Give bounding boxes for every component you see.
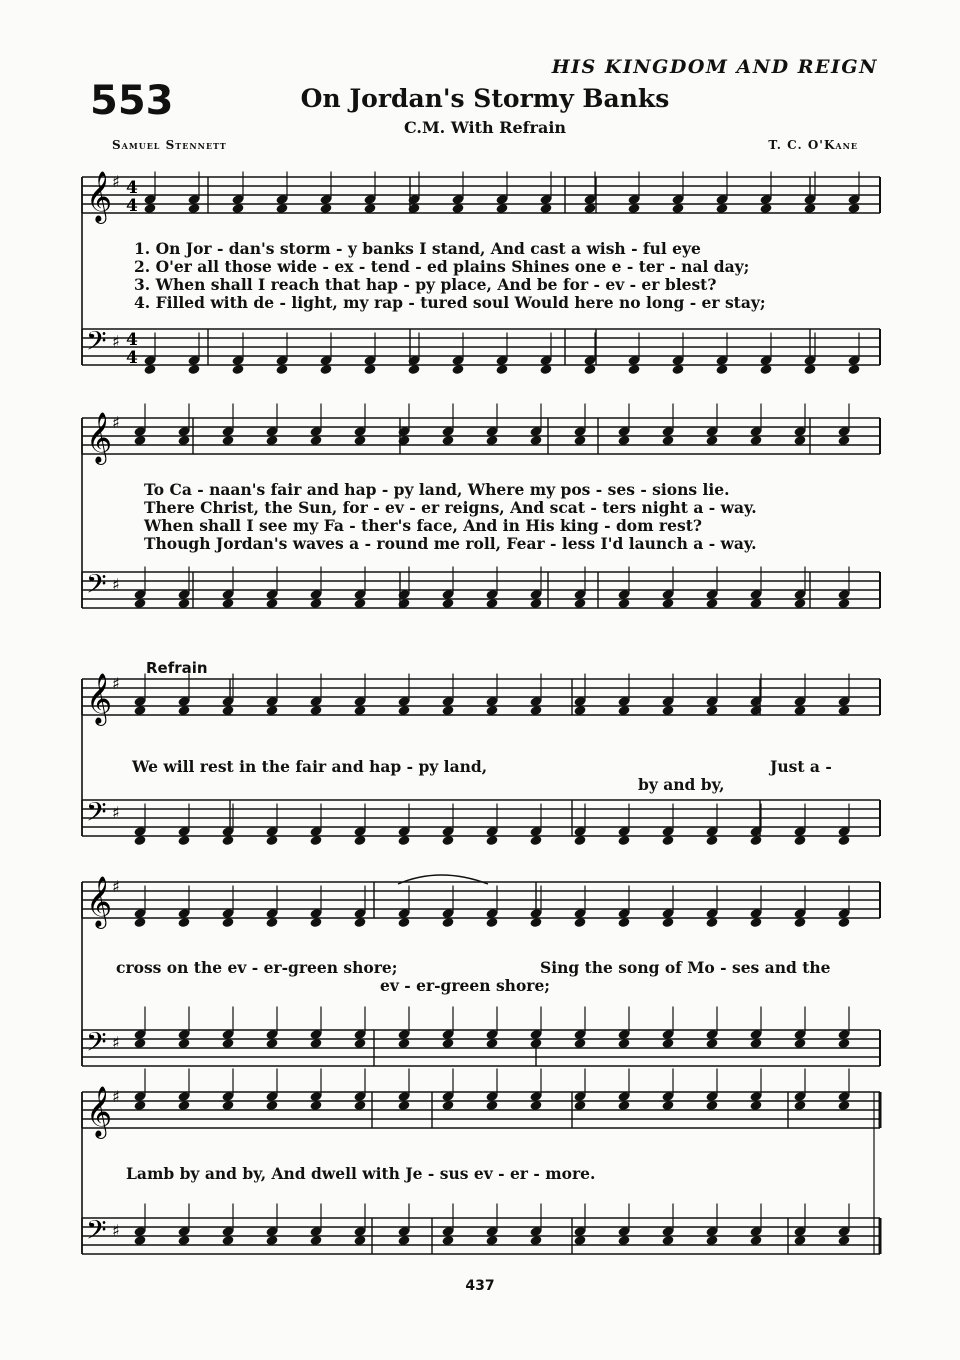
sharp-key-icon: ♯: [112, 1033, 120, 1052]
bass-clef-icon: 𝄢: [86, 325, 107, 363]
verse-3-line-1: 3. When shall I reach that hap - py place, And be for - ev - er blest?: [134, 275, 717, 294]
verse-2-line-2: There Christ, the Sun, for - ev - er reigns, And scat - ters night a - way.: [144, 498, 757, 517]
time-signature: 4: [126, 196, 138, 216]
time-signature: 4: [126, 178, 138, 198]
hymn-meter: C.M. With Refrain: [403, 118, 567, 137]
verse-2-line-1: 2. O'er all those wide - ex - tend - ed plains Shines one e - ter - nal day;: [134, 257, 750, 276]
bass-clef-icon: 𝄢: [86, 796, 107, 834]
refrain-label: Refrain: [146, 659, 208, 677]
verse-4-line-2: Though Jordan's waves a - round me roll, Fear - less I'd launch a - way.: [144, 534, 757, 553]
treble-clef-icon: 𝄞: [86, 876, 113, 927]
treble-clef-icon: 𝄞: [86, 1086, 113, 1137]
sharp-key-icon: ♯: [112, 674, 120, 693]
sharp-key-icon: ♯: [112, 575, 120, 594]
time-signature: 4: [126, 330, 138, 350]
refrain-line-2: cross on the ev - er-green shore;: [116, 958, 398, 977]
sharp-key-icon: ♯: [112, 1221, 120, 1240]
refrain-line-1: We will rest in the fair and hap - py land,: [132, 757, 488, 776]
bass-clef-icon: 𝄢: [86, 1214, 107, 1252]
treble-clef-icon: 𝄞: [86, 171, 113, 222]
refrain-line-1-end: Just a -: [770, 757, 832, 776]
verse-3-line-2: When shall I see my Fa - ther's face, And in His king - dom rest?: [144, 516, 702, 535]
verse-1-line-2: To Ca - naan's fair and hap - py land, Where my pos - ses - sions lie.: [144, 480, 730, 499]
sharp-key-icon: ♯: [112, 1087, 120, 1106]
hymn-title: On Jordan's Stormy Banks: [300, 84, 670, 113]
time-signature: 4: [126, 348, 138, 368]
refrain-line-2-alto: ev - er-green shore;: [380, 976, 551, 995]
refrain-line-1-alto: by and by,: [638, 775, 725, 794]
treble-clef-icon: 𝄞: [86, 673, 113, 724]
sharp-key-icon: ♯: [112, 332, 120, 351]
sharp-key-icon: ♯: [112, 172, 120, 191]
treble-clef-icon: 𝄞: [86, 412, 113, 463]
sharp-key-icon: ♯: [112, 803, 120, 822]
verse-1-line-1: 1. On Jor - dan's storm - y banks I stand, And cast a wish - ful eye: [134, 239, 701, 258]
refrain-line-2-end: Sing the song of Mo - ses and the: [540, 958, 831, 977]
bass-clef-icon: 𝄢: [86, 1026, 107, 1064]
sharp-key-icon: ♯: [112, 877, 120, 896]
bass-clef-icon: 𝄢: [86, 568, 107, 606]
composer-credit: T. C. O'Kane: [768, 138, 858, 152]
section-heading: HIS KINGDOM AND REIGN: [551, 56, 878, 78]
sharp-key-icon: ♯: [112, 413, 120, 432]
refrain-line-3: Lamb by and by, And dwell with Je - sus ev - er - more.: [126, 1164, 596, 1183]
author-credit: Samuel Stennett: [112, 138, 227, 152]
page-number: 437: [465, 1278, 495, 1294]
verse-4-line-1: 4. Filled with de - light, my rap - tured soul Would here no long - er stay;: [134, 293, 766, 312]
hymn-number: 553: [90, 78, 174, 124]
